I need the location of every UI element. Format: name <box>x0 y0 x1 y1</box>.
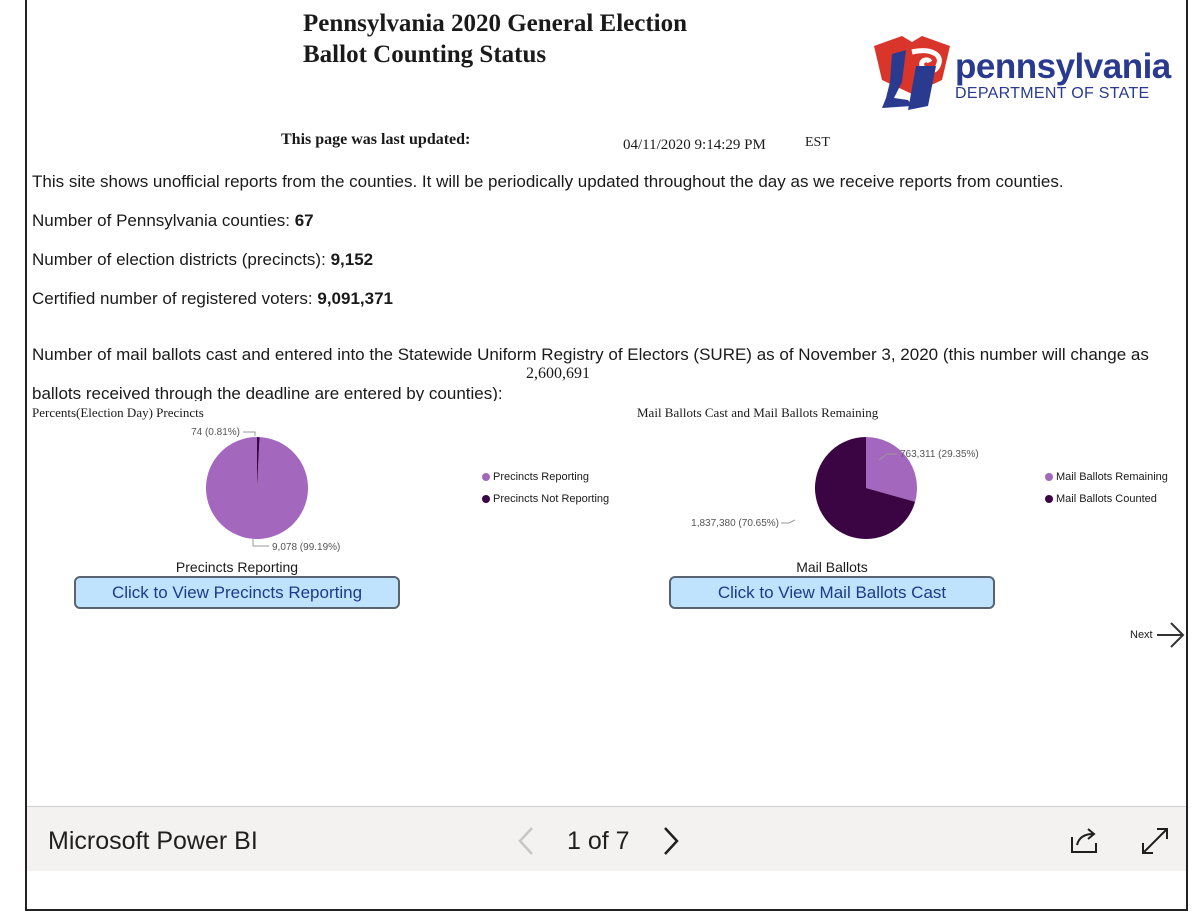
legend-item-mail-remaining <box>1045 471 1168 483</box>
mail-chart-title: Mail Ballots Cast and Mail Ballots Remaining <box>637 405 879 420</box>
counties-label: Number of Pennsylvania counties: <box>32 211 290 230</box>
legend-label: Mail Ballots Counted <box>1056 493 1157 505</box>
legend-label: Mail Ballots Remaining <box>1056 471 1168 483</box>
logo-wordmark: pennsylvania <box>955 47 1171 86</box>
precincts-pie-chart <box>167 420 407 560</box>
mail-ballots-pie-chart <box>677 420 1017 560</box>
report-canvas <box>25 0 1188 911</box>
chevron-right-icon[interactable] <box>659 825 683 857</box>
legend-label: Precincts Reporting <box>493 471 589 483</box>
precincts-caption: Precincts Reporting <box>175 559 299 575</box>
report-title-line-1: Pennsylvania 2020 General Election <box>303 10 688 37</box>
next-page-link[interactable] <box>1130 620 1187 650</box>
fullscreen-icon[interactable] <box>1139 825 1171 857</box>
next-label: Next <box>1130 629 1153 641</box>
last-updated-label: This page was last updated: <box>281 131 471 148</box>
voters-line <box>32 289 393 309</box>
legend-dot-dark <box>482 495 490 503</box>
legend-dot-light <box>482 473 490 481</box>
legend-dot-dark <box>1045 495 1053 503</box>
mail-ballots-line-2: ballots received through the deadline are entered by counties): <box>32 384 503 401</box>
legend-dot-light <box>1045 473 1053 481</box>
legend-item-precincts-not-reporting <box>482 493 609 505</box>
last-updated-value: 04/11/2020 9:14:29 PM <box>623 137 766 153</box>
mail-caption: Mail Ballots <box>796 559 868 575</box>
mail-legend <box>1045 471 1168 515</box>
data-label-reporting: 9,078 (99.19%) <box>272 542 341 553</box>
legend-item-mail-counted <box>1045 493 1168 505</box>
districts-line <box>32 250 373 270</box>
powerbi-brand: Microsoft Power BI <box>48 827 258 855</box>
arrow-right-icon <box>1155 620 1187 650</box>
legend-label: Precincts Not Reporting <box>493 493 610 505</box>
precincts-chart-title: Percents(Election Day) Precincts <box>32 405 204 420</box>
districts-value: 9,152 <box>330 250 374 269</box>
label-leader-counted <box>781 520 795 523</box>
data-label-not-reporting: 74 (0.81%) <box>191 427 240 438</box>
label-leader-reporting <box>253 538 269 546</box>
report-title <box>303 8 687 70</box>
mail-ballots-line-1: Number of mail ballots cast and entered into the Statewide Uniform Registry of Electors (SURE) as of November 3, 2020 (this number will change as <box>32 345 1149 364</box>
label-leader-not-reporting <box>243 432 255 436</box>
legend-item-precincts-reporting <box>482 471 609 483</box>
precincts-legend <box>482 471 609 515</box>
districts-label: Number of election districts (precincts): <box>32 250 326 269</box>
last-updated-timezone: EST <box>805 135 830 150</box>
page-indicator: 1 of 7 <box>567 827 630 855</box>
voters-label: Certified number of registered voters: <box>32 289 313 308</box>
mail-ballots-value: 2,600,691 <box>526 365 590 382</box>
data-label-remaining: 763,311 (29.35%) <box>900 449 979 460</box>
powerbi-footer-bar <box>27 806 1186 871</box>
logo-subtitle: DEPARTMENT OF STATE <box>955 85 1150 102</box>
pa-keystone-logo-icon <box>872 36 954 110</box>
report-title-line-2: Ballot Counting Status <box>303 41 547 68</box>
voters-value: 9,091,371 <box>317 289 393 308</box>
share-icon[interactable] <box>1069 825 1101 855</box>
chevron-left-icon[interactable] <box>514 825 538 857</box>
view-mail-ballots-button[interactable]: Click to View Mail Ballots Cast <box>669 576 995 609</box>
intro-text: This site shows unofficial reports from the counties. It will be periodically updated throughout the day as we receive reports from counties. <box>32 172 1064 191</box>
data-label-counted: 1,837,380 (70.65%) <box>691 518 779 529</box>
counties-line <box>32 211 314 231</box>
counties-value: 67 <box>294 211 314 230</box>
view-precincts-button[interactable]: Click to View Precincts Reporting <box>74 576 400 609</box>
